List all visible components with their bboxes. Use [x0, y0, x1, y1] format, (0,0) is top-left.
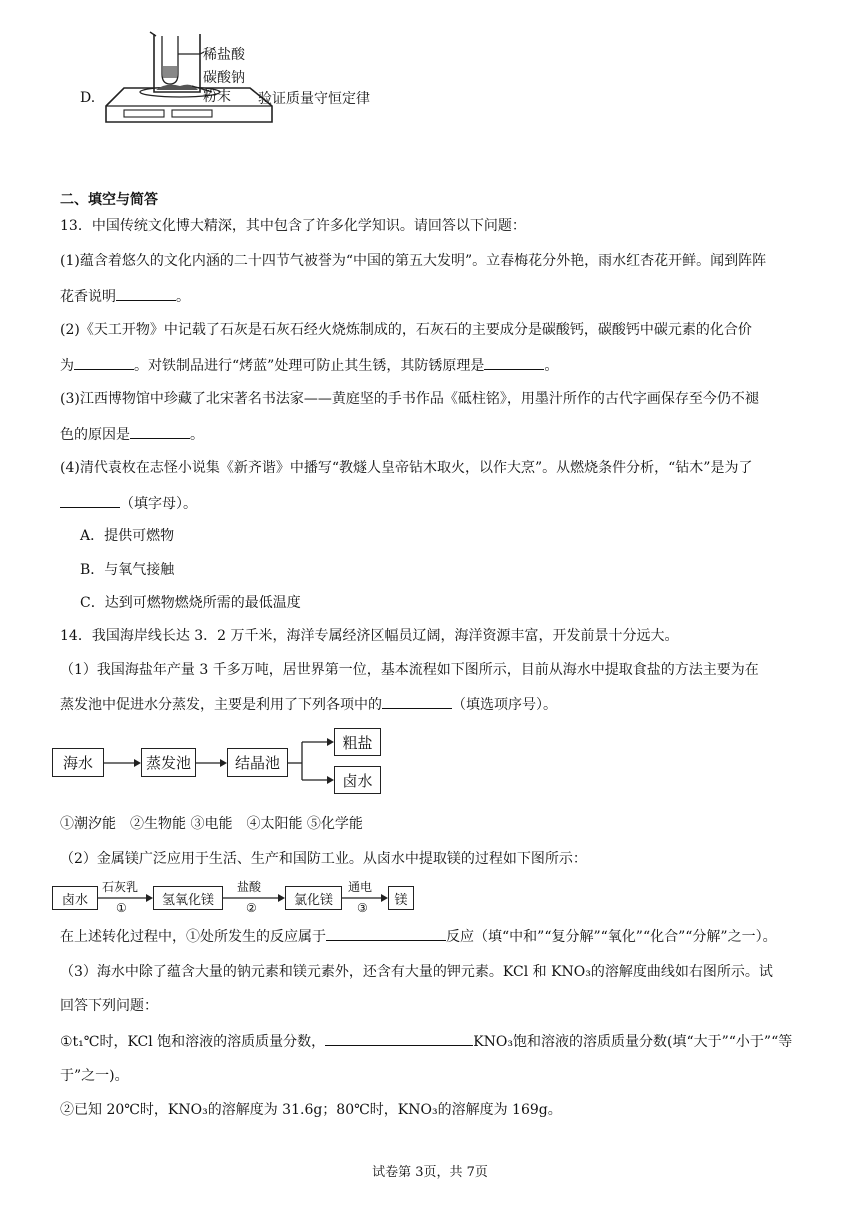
q14-part1-end: （填选项序号）。 — [452, 697, 557, 713]
q13-option-c: C．达到可燃物燃烧所需的最低温度 — [80, 595, 301, 611]
arrow3-reagent-electrolysis: 通电 — [348, 880, 373, 894]
q14-sub1-text-b: KNO₃饱和溶液的溶质质量分数(填“大于”“小于”“等 — [473, 1034, 793, 1050]
q13-part2-text-a: 为 — [60, 358, 74, 374]
q13-part1-text: 花香说明 — [60, 289, 116, 305]
arrow3-step-number: ③ — [357, 901, 368, 915]
q14-part2-end: 反应（填“中和”“复分解”“氧化”“化合”“分解”之一）。 — [446, 929, 777, 945]
arrow2-step-number: ② — [246, 901, 257, 915]
answer-blank-14-3-1[interactable] — [325, 1031, 473, 1046]
q14-part2-line1: （2）金属镁广泛应用于生活、生产和国防工业。从卤水中提取镁的过程如下图所示： — [60, 851, 587, 867]
q13-option-b: B．与氧气接触 — [80, 562, 175, 578]
q14-part1-text: 蒸发池中促进水分蒸发，主要是利用了下列各项中的 — [60, 697, 382, 713]
q14-sub1-line2: 于”之一)。 — [60, 1068, 129, 1084]
arrow1-step-number: ① — [116, 901, 127, 915]
flow2-box-magnesium-hydroxide: 氢氧化镁 — [153, 886, 223, 910]
label-powder: 粉末 — [203, 89, 231, 105]
q13-part1-end: 。 — [176, 289, 190, 305]
q13-part4-text: （填字母）。 — [120, 496, 197, 512]
flow2-box-brine: 卤水 — [52, 886, 98, 910]
flow-box-evaporation-pond: 蒸发池 — [141, 748, 196, 777]
section-title: 二、填空与简答 — [60, 192, 158, 208]
q14-sub2: ②已知 20℃时，KNO₃的溶解度为 31.6g；80℃时，KNO₃的溶解度为 169g。 — [60, 1102, 562, 1118]
q13-part3-line1: (3)江西博物馆中珍藏了北宋著名书法家——黄庭坚的手书作品《砥柱铭》，用墨汁所作的古代字画保存至今仍不褪 — [60, 391, 759, 407]
q13-part2-text-b: 。对铁制品进行“烤蓝”处理可防止其生锈，其防锈原理是 — [134, 358, 485, 374]
option-d-letter: D. — [80, 90, 96, 106]
q13-part3-text: 色的原因是 — [60, 427, 130, 443]
flow-box-seawater: 海水 — [52, 748, 104, 777]
arrow2-reagent-hcl: 盐酸 — [237, 880, 262, 894]
q14-sub1-text-a: ①t₁℃时，KCl 饱和溶液的溶质质量分数， — [60, 1034, 326, 1050]
q14-part2-line2 — [60, 926, 777, 947]
q13-option-a: A．提供可燃物 — [80, 528, 175, 544]
q14-intro: 14．我国海岸线长达 3．2 万千米，海洋专属经济区幅员辽阔，海洋资源丰富，开发前景十分远大。 — [60, 628, 679, 644]
label-sodium-carbonate: 碳酸钠 — [203, 70, 245, 86]
flow-box-crude-salt: 粗盐 — [334, 728, 381, 756]
q13-part2-end: 。 — [544, 358, 559, 374]
flow2-box-magnesium: 镁 — [388, 886, 414, 910]
q13-part4-line1: (4)清代袁枚在志怪小说集《新齐谐》中播写“教燧人皇帝钻木取火，以作大烹”。从燃烧条件分析，“钻木”是为了 — [60, 460, 753, 476]
q13-intro: 13．中国传统文化博大精深，其中包含了许多化学知识。请回答以下问题： — [60, 218, 526, 234]
flow2-box-magnesium-chloride: 氯化镁 — [285, 886, 342, 910]
flow-box-crystallization-pond: 结晶池 — [227, 748, 288, 777]
answer-blank-14-2[interactable] — [326, 926, 446, 941]
q14-part2-text: 在上述转化过程中，①处所发生的反应属于 — [60, 929, 326, 945]
arrow1-reagent-lime-milk: 石灰乳 — [102, 880, 139, 894]
q14-sub1-line1 — [60, 1031, 792, 1052]
q13-part1-line1: (1)蕴含着悠久的文化内涵的二十四节气被誉为“中国的第五大发明”。立春梅花分外艳，雨水红杏花开鲜。闻到阵阵 — [60, 253, 767, 269]
option-d-description: 验证质量守恒定律 — [258, 91, 370, 107]
energy-options: ①潮汐能 ②生物能 ③电能 ④太阳能 ⑤化学能 — [60, 816, 363, 832]
flow-box-brine: 卤水 — [334, 766, 381, 794]
q14-part3-line1: （3）海水中除了蕴含大量的钠元素和镁元素外，还含有大量的钾元素。KCl 和 KNO₃的溶解度曲线如右图所示。试 — [60, 964, 773, 980]
q14-part1-line1: （1）我国海盐年产量 3 千多万吨，居世界第一位，基本流程如下图所示，目前从海水中提取食盐的方法主要为在 — [60, 662, 759, 678]
q13-part3-end: 。 — [190, 427, 204, 443]
page-footer: 试卷第 3页，共 7页 — [372, 1165, 488, 1180]
label-dilute-hcl: 稀盐酸 — [203, 47, 245, 63]
q14-part3-line2: 回答下列问题： — [60, 998, 158, 1014]
q13-part2-line1: (2)《天工开物》中记载了石灰是石灰石经火烧炼制成的，石灰石的主要成分是碳酸钙，碳酸钙中碳元素的化合价 — [60, 322, 752, 338]
